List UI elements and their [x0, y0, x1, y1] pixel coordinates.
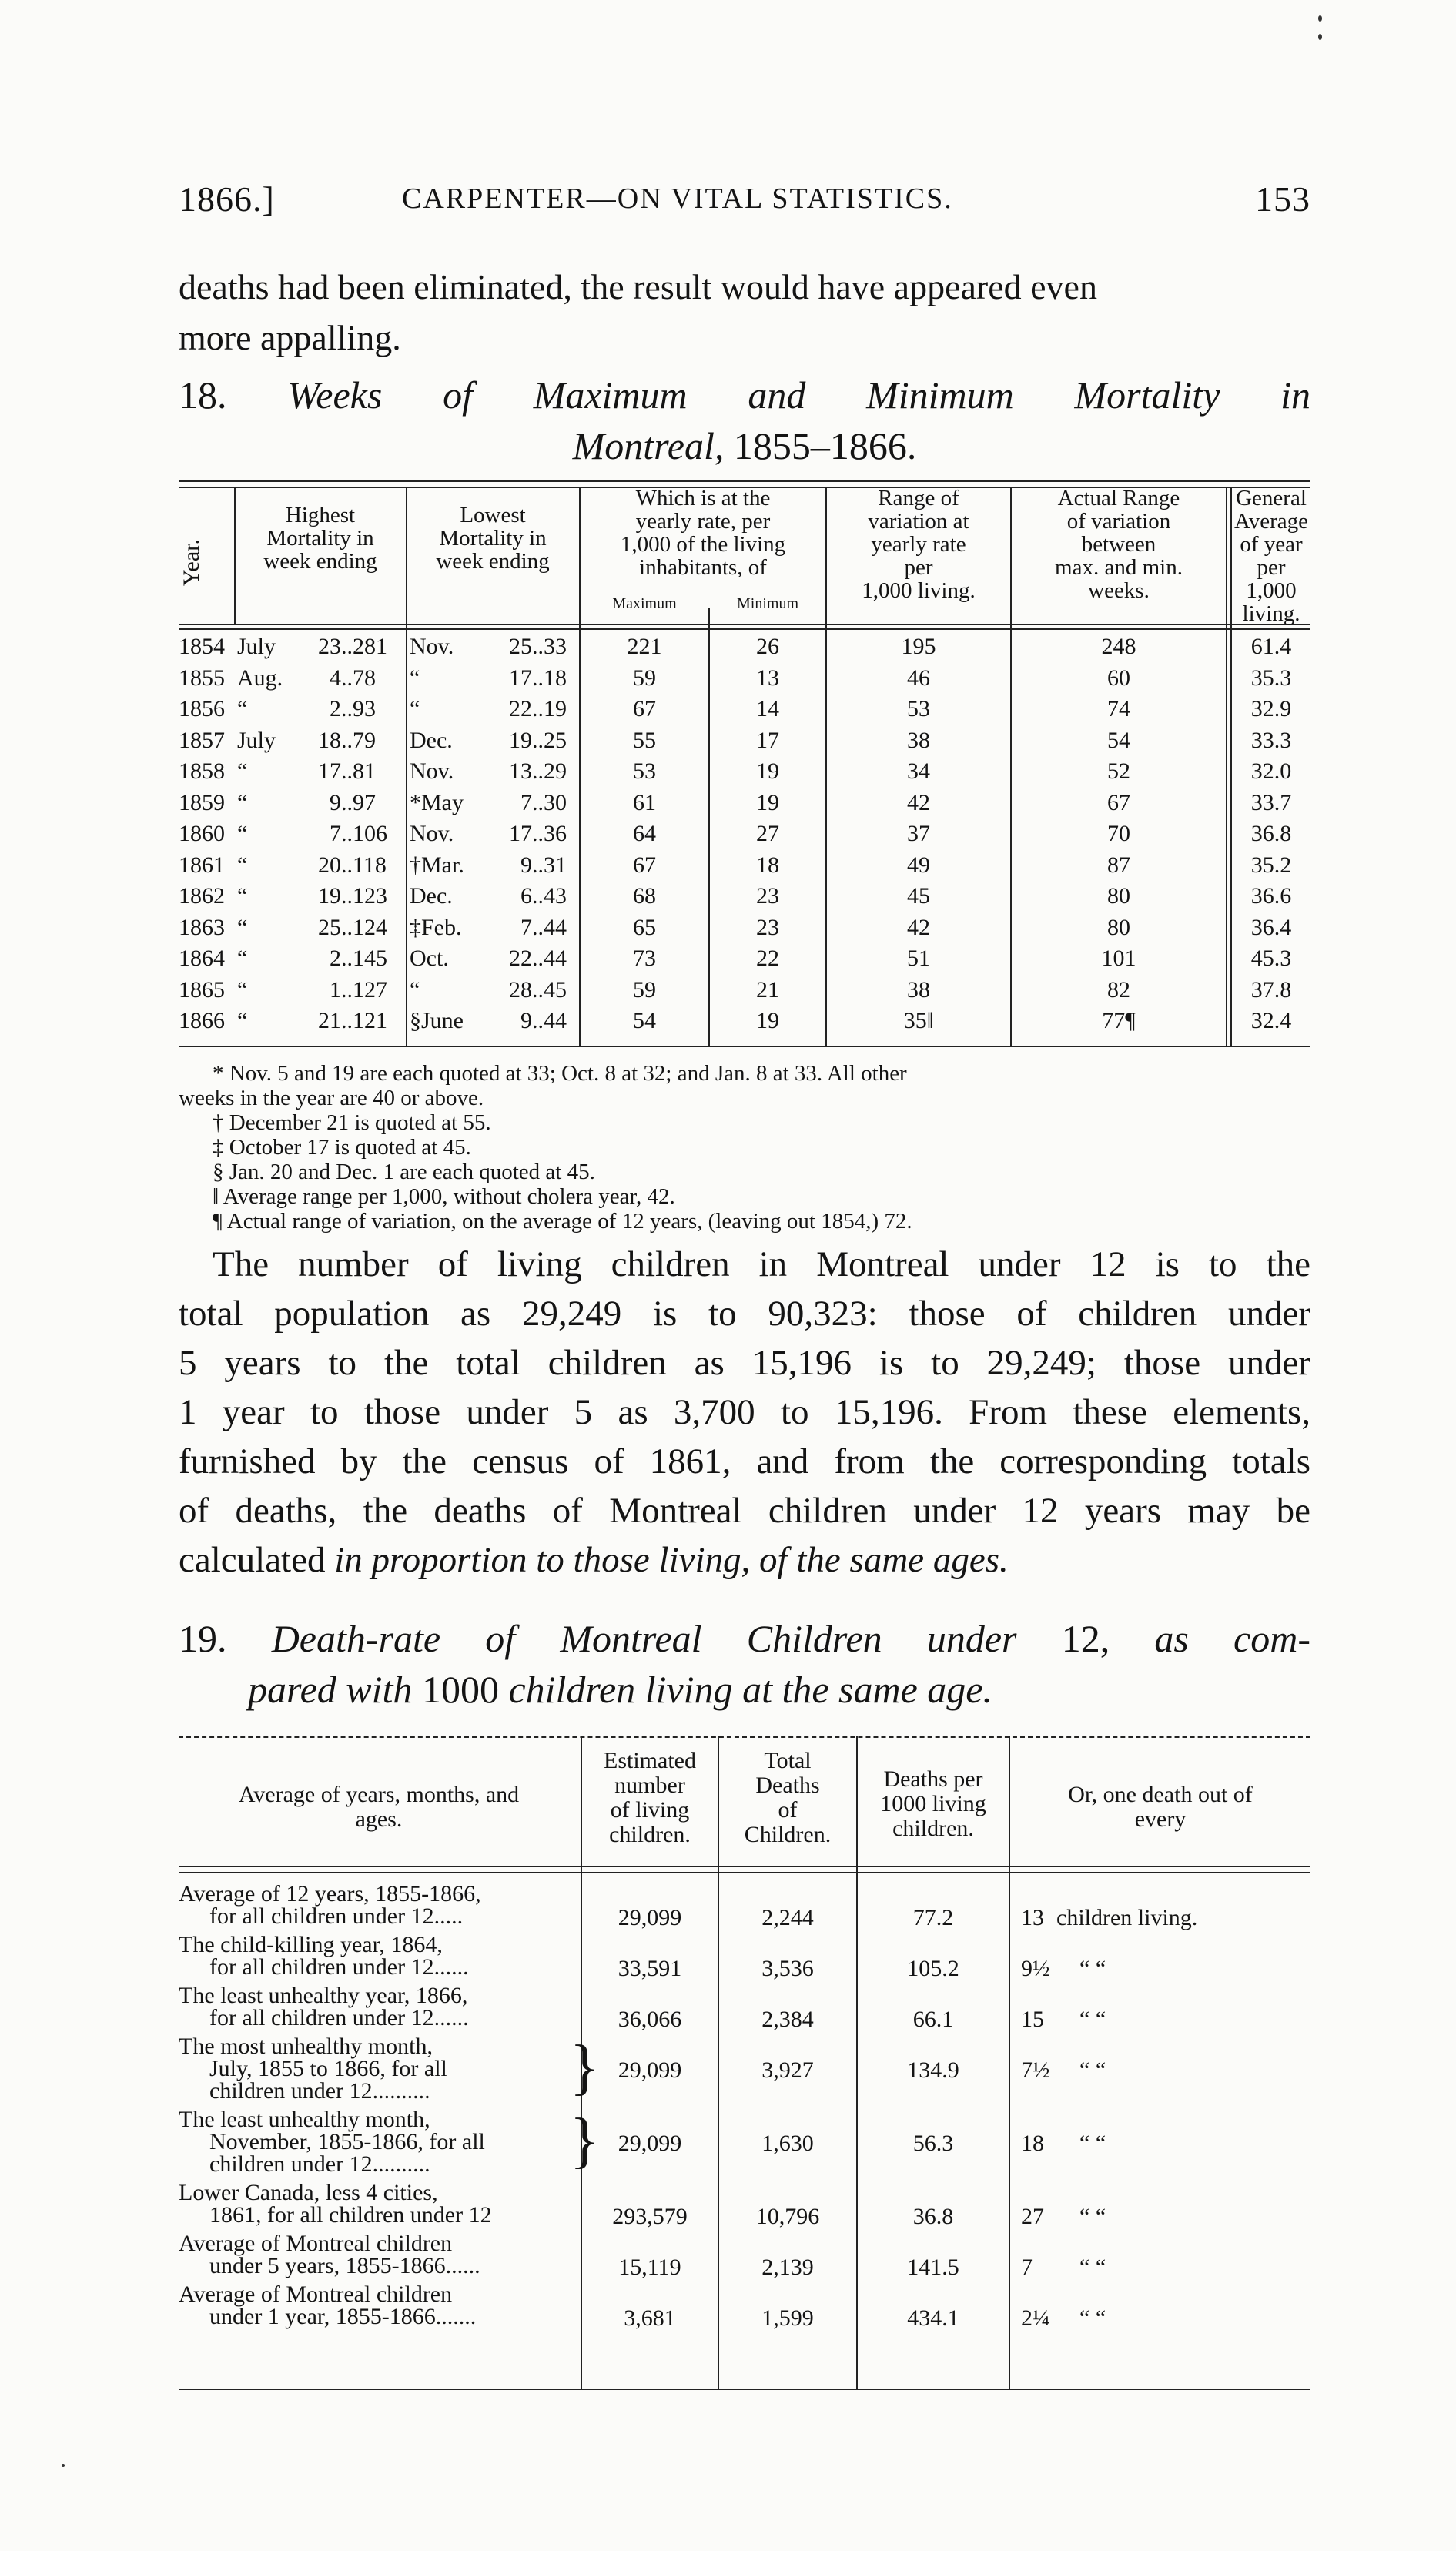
max-cell: 59	[633, 976, 656, 1003]
range-cell: 37	[907, 821, 930, 846]
lowest-value-cell: 31	[544, 852, 567, 878]
val-total: 1,599	[761, 2305, 814, 2331]
table-row	[179, 1009, 1310, 1032]
general-average-cell: 61.4	[1250, 634, 1292, 659]
val-one-in-tail: “ “	[1079, 1956, 1106, 1981]
lowest-month-cell: “	[410, 696, 420, 721]
val-deaths-per: 134.9	[907, 2057, 959, 2083]
highest-day-cell: 18..	[318, 727, 353, 753]
col-header-max: Maximum	[612, 595, 677, 612]
footnote: § Jan. 20 and Dec. 1 are each quoted at 45.	[213, 1160, 595, 1184]
min-cell: 23	[756, 883, 779, 909]
highest-month-cell: “	[237, 976, 248, 1003]
running-header	[179, 179, 1310, 225]
year-cell: 1855	[179, 665, 225, 691]
lowest-day-cell: 7..	[520, 914, 544, 940]
year-cell: 1862	[179, 883, 225, 909]
actual-range-cell: 80	[1107, 914, 1130, 940]
col-header-lowest: Lowest Mortality in week ending	[436, 503, 550, 574]
lowest-month-cell: §June	[410, 1008, 464, 1033]
lowest-day-cell: 22..	[509, 696, 544, 721]
max-cell: 65	[633, 914, 656, 940]
footnote: ‡ October 17 is quoted at 45.	[213, 1135, 471, 1160]
min-cell: 18	[756, 852, 779, 878]
body-line: The number of living children in Montreal under 12 is to the	[213, 1244, 1310, 1284]
brace: }	[570, 2107, 600, 2174]
lowest-value-cell: 25	[544, 727, 567, 753]
col-header-one-death: Or, one death out of every	[1068, 1782, 1253, 1832]
val-one-in-tail: “ “	[1079, 2057, 1106, 2083]
highest-day-cell: 20..	[318, 852, 353, 878]
highest-day-cell: 9..	[330, 789, 353, 815]
print-speck	[62, 2464, 65, 2467]
val-one-in-tail: “ “	[1079, 2204, 1106, 2229]
row-description: The least unhealthy month, November, 1855-1866, for all children under 12..........	[179, 2107, 485, 2177]
lowest-value-cell: 19	[544, 696, 567, 721]
lowest-month-cell: Nov.	[410, 634, 454, 659]
year-cell: 1863	[179, 914, 225, 940]
val-est: 3,681	[624, 2305, 676, 2331]
val-total: 3,536	[761, 1956, 814, 1981]
val-one-in-tail: “ “	[1079, 2007, 1106, 2032]
table-row	[179, 854, 1310, 876]
actual-range-cell: 70	[1107, 821, 1130, 846]
highest-month-cell: “	[237, 883, 248, 909]
max-cell: 221	[627, 634, 662, 659]
val-one-in: 7½	[1021, 2057, 1050, 2083]
section-19-heading: 19. Death-rate of Montreal Children under 12, as com- pared with 1000 children living at the same age.	[179, 1617, 1310, 1711]
general-average-cell: 36.8	[1250, 821, 1292, 846]
lowest-month-cell: Dec.	[410, 883, 453, 909]
col-header-average: Average of years, months, and ages.	[238, 1782, 520, 1832]
lowest-month-cell: Nov.	[410, 821, 454, 846]
general-average-cell: 36.4	[1250, 914, 1292, 940]
lowest-day-cell: 6..	[520, 883, 544, 909]
min-cell: 21	[756, 976, 779, 1003]
lowest-day-cell: 13..	[509, 758, 544, 784]
actual-range-cell: 77¶	[1102, 1008, 1136, 1033]
val-est: 29,099	[618, 2131, 682, 2156]
highest-day-cell: 2..	[330, 696, 353, 721]
col-header-general: General Average of year per 1,000 living.	[1233, 486, 1309, 626]
val-deaths-per: 36.8	[912, 2204, 954, 2229]
lowest-month-cell: ‡Feb.	[410, 914, 462, 940]
min-cell: 23	[756, 914, 779, 940]
general-average-cell: 37.8	[1250, 976, 1292, 1003]
range-cell: 195	[901, 634, 936, 659]
highest-value-cell: 123	[353, 883, 387, 909]
min-cell: 19	[756, 1008, 779, 1033]
general-average-cell: 36.6	[1250, 883, 1292, 909]
col-header-min: Minimum	[736, 595, 798, 612]
table-row	[179, 976, 1310, 1003]
min-cell: 13	[756, 665, 779, 691]
year-cell: 1864	[179, 946, 225, 971]
table-row	[179, 947, 1310, 969]
general-average-cell: 33.7	[1250, 789, 1292, 815]
highest-value-cell: 121	[353, 1008, 387, 1033]
section-title-city: Montreal,	[572, 424, 725, 467]
general-average-cell: 35.3	[1250, 665, 1292, 691]
row-description: Average of Montreal children under 5 years, 1855-1866......	[179, 2231, 480, 2278]
highest-value-cell: 127	[353, 976, 387, 1003]
lowest-day-cell: 17..	[509, 821, 544, 846]
highest-month-cell: “	[237, 852, 248, 878]
header-issue: 1866.]	[179, 179, 275, 219]
lowest-value-cell: 29	[544, 758, 567, 784]
val-est: 15,119	[618, 2255, 681, 2280]
footnote: † December 21 is quoted at 55.	[213, 1110, 491, 1135]
table-row	[179, 885, 1310, 907]
val-one-in: 9½	[1021, 1956, 1050, 1981]
min-cell: 17	[756, 727, 779, 753]
section-number: 18.	[179, 373, 227, 417]
highest-month-cell: “	[237, 789, 248, 815]
body-line: furnished by the census of 1861, and from the corresponding totals	[179, 1441, 1310, 1481]
min-cell: 26	[756, 634, 779, 659]
max-cell: 59	[633, 665, 656, 691]
row-description: The least unhealthy year, 1866, for all children under 12......	[179, 1983, 469, 2030]
highest-value-cell: 145	[353, 946, 387, 971]
highest-value-cell: 93	[353, 696, 376, 721]
val-one-in: 27	[1021, 2204, 1044, 2229]
max-cell: 61	[633, 789, 656, 815]
table-row	[179, 667, 1310, 689]
val-one-in: 2¼	[1021, 2305, 1050, 2331]
min-cell: 14	[756, 696, 779, 721]
table-row	[179, 698, 1310, 720]
highest-value-cell: 281	[353, 634, 387, 659]
death-rate-table	[179, 1736, 1310, 2399]
body-paragraph	[179, 1240, 1310, 1585]
general-average-cell: 33.3	[1250, 727, 1292, 753]
highest-month-cell: “	[237, 914, 248, 940]
max-cell: 53	[633, 758, 656, 784]
col-header-deaths-per: Deaths per 1000 living children.	[880, 1766, 986, 1841]
year-cell: 1861	[179, 852, 225, 878]
actual-range-cell: 54	[1107, 727, 1130, 753]
val-one-in-tail: children living.	[1056, 1905, 1198, 1930]
lowest-day-cell: 25..	[509, 634, 544, 659]
row-description: Lower Canada, less 4 cities, 1861, for all children under 12	[179, 2180, 492, 2228]
val-total: 2,244	[761, 1905, 814, 1930]
max-cell: 73	[633, 946, 656, 971]
val-deaths-per: 66.1	[912, 2007, 954, 2032]
highest-month-cell: “	[237, 946, 248, 971]
highest-month-cell: July	[237, 634, 276, 659]
footnote: ¶ Actual range of variation, on the average of 12 years, (leaving out 1854,) 72.	[213, 1209, 912, 1234]
year-cell: 1857	[179, 727, 225, 753]
row-description: Average of 12 years, 1855-1866, for all children under 12.....	[179, 1881, 481, 1929]
lowest-day-cell: 28..	[509, 976, 544, 1003]
col-header-total: Total Deaths of Children.	[744, 1748, 832, 1847]
range-cell: 53	[907, 696, 930, 721]
general-average-cell: 32.0	[1250, 758, 1292, 784]
val-est: 29,099	[618, 2057, 682, 2083]
range-cell: 34	[907, 758, 930, 784]
body-line: 1 year to those under 5 as 3,700 to 15,196. From these elements,	[179, 1392, 1310, 1432]
print-speck	[1318, 34, 1322, 40]
actual-range-cell: 101	[1101, 946, 1136, 971]
col-header-year: Year.	[179, 539, 204, 587]
val-total: 2,384	[761, 2007, 814, 2032]
year-cell: 1865	[179, 976, 225, 1003]
year-cell: 1860	[179, 821, 225, 846]
range-cell: 46	[907, 665, 930, 691]
val-deaths-per: 77.2	[912, 1905, 954, 1930]
range-cell: 42	[907, 789, 930, 815]
footnote: weeks in the year are 40 or above.	[179, 1086, 484, 1110]
lowest-day-cell: 22..	[509, 946, 544, 971]
highest-day-cell: 23..	[318, 634, 353, 659]
body-line: total population as 29,249 is to 90,323: those of children under	[179, 1294, 1310, 1334]
val-one-in: 13	[1021, 1905, 1044, 1930]
actual-range-cell: 52	[1107, 758, 1130, 784]
lowest-day-cell: 19..	[509, 727, 544, 753]
highest-value-cell: 81	[353, 758, 376, 784]
page-number: 153	[1255, 179, 1310, 219]
highest-value-cell: 124	[353, 914, 387, 940]
val-one-in-tail: “ “	[1079, 2255, 1106, 2280]
lowest-month-cell: “	[410, 976, 420, 1003]
highest-day-cell: 25..	[318, 914, 353, 940]
range-cell: 42	[907, 914, 930, 940]
val-one-in: 15	[1021, 2007, 1044, 2032]
col-header-which: Which is at the yearly rate, per 1,000 of the living inhabitants, of	[620, 486, 786, 580]
highest-day-cell: 17..	[318, 758, 353, 784]
print-speck	[1318, 15, 1322, 22]
highest-day-cell: 19..	[318, 883, 353, 909]
lowest-day-cell: 9..	[520, 852, 544, 878]
footnote: * Nov. 5 and 19 are each quoted at 33; Oct. 8 at 32; and Jan. 8 at 33. All other	[213, 1061, 907, 1086]
actual-range-cell: 60	[1107, 665, 1130, 691]
row-description: The most unhealthy month, July, 1855 to 1866, for all children under 12..........	[179, 2034, 447, 2104]
highest-month-cell: “	[237, 696, 248, 721]
lowest-day-cell: 7..	[520, 789, 544, 815]
year-cell: 1854	[179, 634, 225, 659]
highest-month-cell: “	[237, 1008, 248, 1033]
lowest-month-cell: Oct.	[410, 946, 449, 971]
table-row	[179, 729, 1310, 752]
section-title: Weeks of Maximum and Minimum Mortality in	[287, 373, 1310, 417]
highest-value-cell: 79	[353, 727, 376, 753]
max-cell: 54	[633, 1008, 656, 1033]
year-cell: 1859	[179, 789, 225, 815]
lowest-value-cell: 18	[544, 665, 567, 691]
highest-day-cell: 21..	[318, 1008, 353, 1033]
lowest-month-cell: *May	[410, 789, 464, 815]
val-total: 3,927	[761, 2057, 814, 2083]
footnote: ‖ Average range per 1,000, without cholera year, 42.	[213, 1184, 675, 1209]
footnotes	[179, 1061, 1310, 1234]
val-total: 2,139	[761, 2255, 814, 2280]
col-header-range: Range of variation at yearly rate per 1,000 living.	[862, 486, 976, 603]
highest-month-cell: Aug.	[237, 665, 283, 691]
val-deaths-per: 141.5	[907, 2255, 959, 2280]
highest-day-cell: 7..	[330, 821, 353, 846]
max-cell: 64	[633, 821, 656, 846]
mortality-table	[179, 470, 1310, 1055]
min-cell: 27	[756, 821, 779, 846]
table-row	[179, 789, 1310, 815]
actual-range-cell: 74	[1107, 696, 1130, 721]
lowest-value-cell: 45	[544, 976, 567, 1003]
max-cell: 67	[633, 852, 656, 878]
col-header-estimated: Estimated number of living children.	[604, 1748, 696, 1847]
table-row	[179, 760, 1310, 782]
lowest-month-cell: Dec.	[410, 727, 453, 753]
actual-range-cell: 80	[1107, 883, 1130, 909]
val-est: 33,591	[618, 1956, 682, 1981]
range-cell: 38	[907, 976, 930, 1003]
intro-paragraph	[179, 262, 1310, 363]
lowest-value-cell: 30	[544, 789, 567, 815]
lowest-month-cell: †Mar.	[410, 852, 464, 878]
range-cell: 35‖	[903, 1008, 934, 1033]
table-row	[179, 822, 1310, 845]
range-cell: 49	[907, 852, 930, 878]
general-average-cell: 35.2	[1250, 852, 1292, 878]
max-cell: 68	[633, 883, 656, 909]
highest-value-cell: 118	[353, 852, 387, 878]
lowest-value-cell: 33	[544, 634, 567, 659]
val-one-in: 7	[1021, 2255, 1033, 2280]
max-cell: 67	[633, 696, 656, 721]
actual-range-cell: 87	[1107, 852, 1130, 878]
body-line: of deaths, the deaths of Montreal children under 12 years may be	[179, 1491, 1310, 1531]
val-est: 29,099	[618, 1905, 682, 1930]
highest-month-cell: “	[237, 758, 248, 784]
lowest-day-cell: 9..	[520, 1008, 544, 1033]
val-one-in-tail: “ “	[1079, 2131, 1106, 2156]
intro-line: more appalling.	[179, 318, 401, 357]
max-cell: 55	[633, 727, 656, 753]
range-cell: 45	[907, 883, 930, 909]
min-cell: 19	[756, 758, 779, 784]
col-header-actual: Actual Range of variation between max. and min. weeks.	[1055, 486, 1183, 603]
val-est: 36,066	[618, 2007, 682, 2032]
val-deaths-per: 434.1	[907, 2305, 959, 2331]
intro-line: deaths had been eliminated, the result would have appeared even	[179, 267, 1097, 306]
actual-range-cell: 67	[1107, 789, 1130, 815]
highest-value-cell: 106	[353, 821, 387, 846]
general-average-cell: 32.9	[1250, 696, 1292, 721]
val-total: 1,630	[761, 2131, 814, 2156]
val-total: 10,796	[755, 2204, 820, 2229]
row-description: Average of Montreal children under 1 year, 1855-1866.......	[179, 2282, 477, 2329]
val-one-in: 18	[1021, 2131, 1044, 2156]
section-18-heading	[179, 370, 1310, 471]
section-title-years: 1855–1866.	[733, 424, 917, 467]
header-title: CARPENTER—ON VITAL STATISTICS.	[402, 182, 953, 215]
highest-value-cell: 78	[353, 665, 376, 691]
val-deaths-per: 56.3	[912, 2131, 954, 2156]
lowest-value-cell: 44	[544, 946, 567, 971]
highest-day-cell: 4..	[330, 665, 353, 691]
lowest-month-cell: Nov.	[410, 758, 454, 784]
lowest-day-cell: 17..	[509, 665, 544, 691]
row-description: The child-killing year, 1864, for all children under 12......	[179, 1932, 469, 1980]
val-est: 293,579	[612, 2204, 688, 2229]
min-cell: 22	[756, 946, 779, 971]
general-average-cell: 45.3	[1250, 946, 1292, 971]
highest-month-cell: “	[237, 821, 248, 846]
highest-day-cell: 1..	[330, 976, 353, 1003]
table-row	[179, 916, 1310, 939]
general-average-cell: 32.4	[1250, 1008, 1292, 1033]
body-line-last: calculated in proportion to those living, of the same ages.	[179, 1540, 1009, 1580]
lowest-value-cell: 44	[544, 914, 567, 940]
range-cell: 38	[907, 727, 930, 753]
year-cell: 1858	[179, 758, 225, 784]
year-cell: 1866	[179, 1008, 225, 1033]
lowest-month-cell: “	[410, 665, 420, 691]
highest-month-cell: July	[237, 727, 276, 753]
actual-range-cell: 248	[1101, 634, 1136, 659]
year-cell: 1856	[179, 696, 225, 721]
col-header-highest: Highest Mortality in week ending	[263, 503, 377, 574]
lowest-value-cell: 36	[544, 821, 567, 846]
table-row	[179, 635, 1310, 658]
val-deaths-per: 105.2	[907, 1956, 959, 1981]
brace: }	[570, 2034, 600, 2101]
lowest-value-cell: 44	[544, 1008, 567, 1033]
actual-range-cell: 82	[1107, 976, 1130, 1003]
highest-value-cell: 97	[353, 789, 376, 815]
val-one-in-tail: “ “	[1079, 2305, 1106, 2331]
min-cell: 19	[756, 789, 779, 815]
body-line: 5 years to the total children as 15,196 is to 29,249; those under	[179, 1343, 1310, 1383]
highest-day-cell: 2..	[330, 946, 353, 971]
lowest-value-cell: 43	[544, 883, 567, 909]
range-cell: 51	[907, 946, 930, 971]
